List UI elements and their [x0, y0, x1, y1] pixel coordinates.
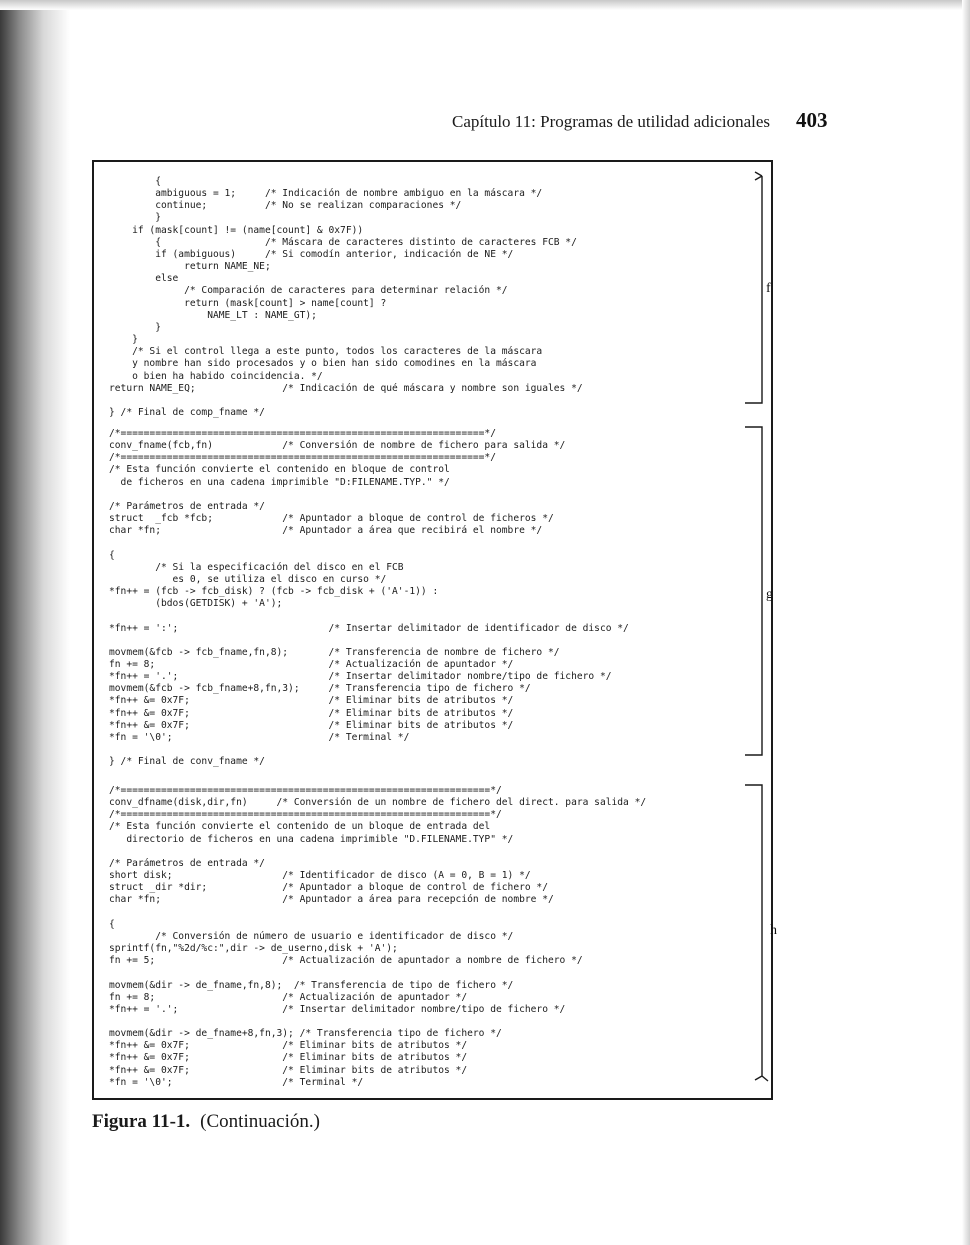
section-brackets [735, 160, 775, 1090]
page-binding-shadow [0, 0, 70, 1245]
bracket-label-h: h [770, 923, 777, 938]
code-listing-box [92, 160, 773, 1100]
code-section-h: /*================================================================*/ conv_dfname(disk,dir,fn) /* Conversión de un nombre de fichero del direct. para salida */ /*================================================================*/ /* Esta función convierte el contenido de un bloque de entrada del directorio de ficheros en una cadena imprimible "D.FILENAME.TYP" */ /* Parámetros de entrada */ short disk; /* Identificador de disco (A = 0, B = 1) */ struct _dir *dir; /* Apuntador a bloque de control de fichero */ char *fn; /* Apuntador a área para recepción de nombre */ { /* Conversión de número de usuario e identificador de disco */ sprintf(fn,"%2d/%c:",dir -> de_userno,disk + 'A'); fn += 5; /* Actualización de apuntador a nombre de fichero */ movmem(&dir -> de_fname,fn,8); /* Transferencia de tipo de fichero */ fn += 8; /* Actualización de apuntador */ *fn++ = '.'; /* Insertar delimitador nombre/tipo de fichero */ movmem(&dir -> de_fname+8,fn,3); /* Transferencia tipo de fichero */ *fn++ &= 0x7F; /* Eliminar bits de atributos */ *fn++ &= 0x7F; /* Eliminar bits de atributos */ *fn++ &= 0x7F; /* Eliminar bits de atributos */ *fn = '\0'; /* Terminal */ [109, 785, 647, 1088]
figure-caption [92, 1111, 320, 1133]
page-top-edge [0, 0, 970, 10]
bracket-label-f: f [766, 281, 771, 296]
figure-caption-text: (Continuación.) [200, 1111, 320, 1132]
code-section-g: /*===============================================================*/ conv_fname(fcb,fn) /* Conversión de nombre de fichero para salida */ /*===============================================================*/ /* Esta función convierte el contenido en bloque de control de ficheros en una cadena imprimible "D:FILENAME.TYP." */ /* Parámetros de entrada */ struct _fcb *fcb; /* Apuntador a bloque de control de ficheros */ char *fn; /* Apuntador a área que recibirá el nombre */ { /* Si la especificación del disco en el FCB es 0, se utiliza el disco en curso */ *fn++ = (fcb -> fcb_disk) ? (fcb -> fcb_disk + ('A'-1)) : (bdos(GETDISK) + 'A'); *fn++ = ':'; /* Insertar delimitador de identificador de disco */ movmem(&fcb -> fcb_fname,fn,8); /* Transferencia de nombre de fichero */ fn += 8; /* Actualización de apuntador */ *fn++ = '.'; /* Insertar delimitador nombre/tipo de fichero */ movmem(&fcb -> fcb_fname+8,fn,3); /* Transferencia tipo de fichero */ *fn++ &= 0x7F; /* Eliminar bits de atributos */ *fn++ &= 0x7F; /* Eliminar bits de atributos */ *fn++ &= 0x7F; /* Eliminar bits de atributos */ *fn = '\0'; /* Terminal */ } /* Final de conv_fname */ [109, 428, 629, 768]
bracket-f [745, 172, 762, 403]
page-number: 403 [796, 108, 828, 132]
page-right-edge [962, 0, 970, 1245]
code-section-f: { ambiguous = 1; /* Indicación de nombre ambiguo en la máscara */ continue; /* No se realizan comparaciones */ } if (mask[count] != (name[count] & 0x7F)) { /* Máscara de caracteres distinto de caracteres FCB */ if (ambiguous) /* Si comodín anterior, indicación de NE */ return NAME_NE; else /* Comparación de caracteres para determinar relación */ return (mask[count] > name[count] ? NAME_LT : NAME_GT); } } /* Si el control llega a este punto, todos los caracteres de la máscara y nombre han sido procesados y o bien han sido comodines en la máscara o bien ha habido coincidencia. */ return NAME_EQ; /* Indicación de qué máscara y nombre son iguales */ } /* Final de comp_fname */ [109, 176, 583, 418]
bracket-h [745, 785, 768, 1081]
bracket-label-g: g [766, 587, 773, 602]
running-title: Capítulo 11: Programas de utilidad adicionales [452, 112, 771, 131]
page-header [440, 106, 840, 136]
figure-caption-label: Figura 11-1. [92, 1111, 191, 1132]
bracket-g [745, 427, 762, 755]
